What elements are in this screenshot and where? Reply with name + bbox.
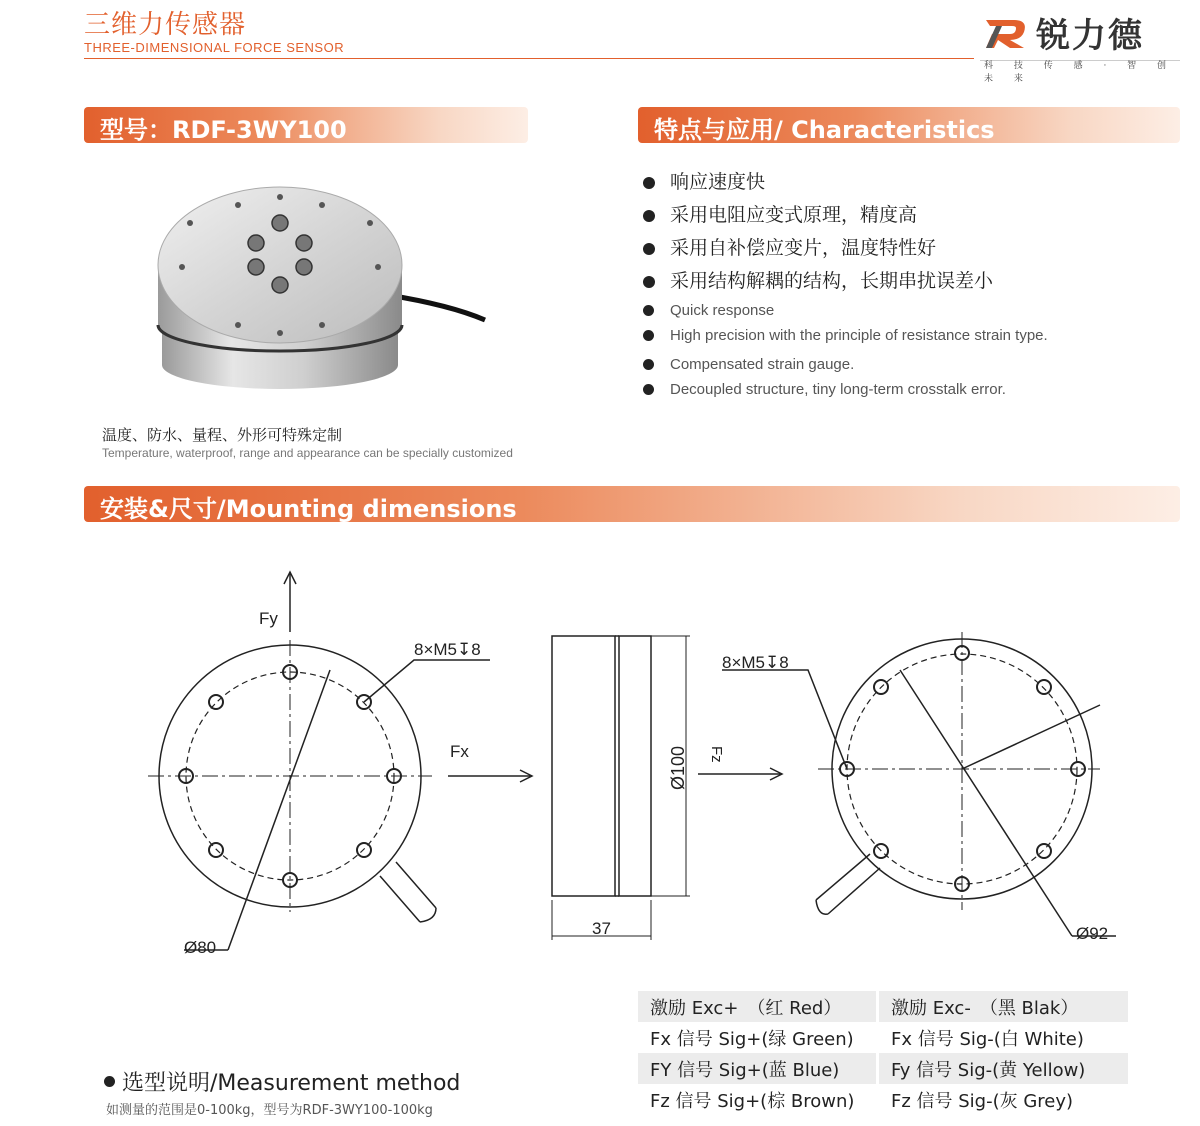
- list-item: 响应速度快: [640, 166, 1180, 199]
- selection-title: 选型说明/Measurement method: [122, 1071, 461, 1096]
- features-cn-list: [640, 166, 1180, 298]
- wiring-table: [638, 991, 1128, 1115]
- mounting-drawing: [0, 540, 1200, 980]
- mounting-banner-text: 安装&尺寸/Mounting dimensions: [100, 495, 517, 523]
- side-view: [552, 636, 782, 940]
- model-banner-text: 型号：RDF-3WY100: [100, 116, 347, 144]
- fy-label: Fy: [259, 609, 278, 628]
- title-divider: [84, 58, 974, 59]
- wire-cell: Fz 信号 Sig+(棕 Brown): [638, 1084, 878, 1115]
- table-row: [638, 1053, 1128, 1084]
- brand-name: 锐力德: [1036, 16, 1144, 56]
- fx-label: Fx: [450, 742, 469, 761]
- list-item: Compensated strain gauge.: [640, 352, 1180, 377]
- wire-cell: Fx 信号 Sig+(绿 Green): [638, 1022, 878, 1053]
- table-row: [638, 991, 1128, 1022]
- brand-slogan: 科 技 传 感 · 智 创 未 来: [984, 61, 1176, 84]
- wire-cell: Fz 信号 Sig-(灰 Grey): [878, 1084, 1129, 1115]
- top-view: [148, 572, 532, 957]
- dia-100-label: Ø100: [668, 745, 688, 790]
- features-banner: [638, 107, 1180, 143]
- selection-example: 如测量的范围是0-100kg，型号为RDF-3WY100-100kg: [106, 1103, 433, 1118]
- mounting-banner: [84, 486, 1180, 522]
- wire-cell: FY 信号 Sig+(蓝 Blue): [638, 1053, 878, 1084]
- page-title: 三维力传感器: [84, 10, 247, 40]
- list-item: Quick response: [640, 298, 1180, 323]
- wire-cell: 激励 Exc- （黑 Blak）: [878, 991, 1129, 1022]
- features-en-list: [640, 298, 1180, 348]
- thickness-37-label: 37: [592, 919, 611, 938]
- features-en-list-2: [640, 352, 1180, 402]
- table-row: [638, 1022, 1128, 1053]
- brand-logo-icon: [984, 14, 1032, 50]
- table-row: [638, 1084, 1128, 1115]
- page-subtitle: THREE-DIMENSIONAL FORCE SENSOR: [84, 40, 345, 55]
- features-banner-text: 特点与应用/ Characteristics: [654, 116, 995, 144]
- customization-note-cn: 温度、防水、量程、外形可特殊定制: [102, 426, 343, 444]
- list-item: 采用电阻应变式原理，精度高: [640, 199, 1180, 232]
- hole-spec-right: 8×M5↧8: [722, 653, 789, 672]
- bullet-icon: [104, 1076, 115, 1087]
- fz-label: Fz: [708, 746, 725, 763]
- list-item: Decoupled structure, tiny long-term crosstalk error.: [640, 377, 1180, 402]
- product-photo: [150, 175, 490, 390]
- dia-80-label: Ø80: [184, 938, 217, 957]
- model-banner: [84, 107, 528, 143]
- hole-spec-left: 8×M5↧8: [414, 640, 481, 659]
- list-item: High precision with the principle of resistance strain type.: [640, 323, 1180, 348]
- wire-cell: 激励 Exc+ （红 Red）: [638, 991, 878, 1022]
- bottom-view: [722, 632, 1116, 943]
- wire-cell: Fx 信号 Sig-(白 White): [878, 1022, 1129, 1053]
- list-item: 采用自补偿应变片，温度特性好: [640, 232, 1180, 265]
- wire-cell: Fy 信号 Sig-(黄 Yellow): [878, 1053, 1129, 1084]
- customization-note-en: Temperature, waterproof, range and appearance can be specially customized: [102, 446, 513, 460]
- dia-92-label: Ø92: [1076, 924, 1109, 943]
- list-item: 采用结构解耦的结构，长期串扰误差小: [640, 265, 1180, 298]
